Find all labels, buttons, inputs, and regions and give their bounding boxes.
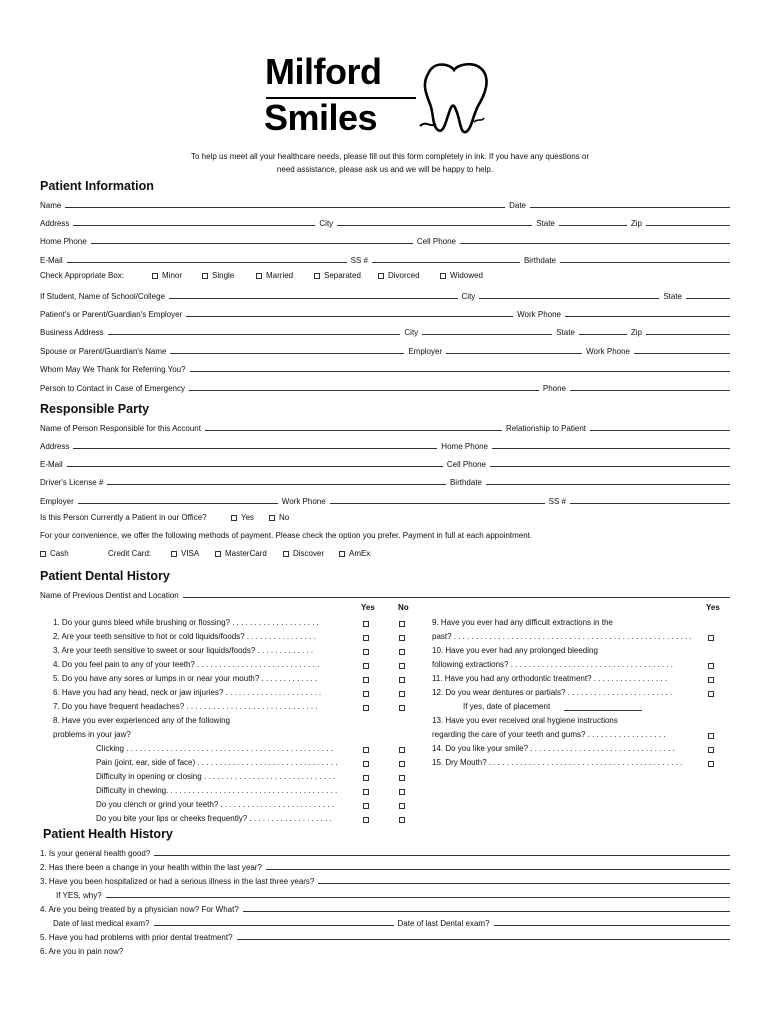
section-title-health-history: Patient Health History xyxy=(43,827,173,841)
row-student xyxy=(40,289,734,301)
dental-q8: 8. Have you ever experienced any of the following xyxy=(53,716,230,725)
license-label: Driver's License # xyxy=(40,478,104,487)
bite-yes-checkbox[interactable] xyxy=(363,817,369,823)
checkbox-icon xyxy=(269,515,275,521)
cell-phone-field[interactable] xyxy=(460,243,730,244)
checkbox-icon xyxy=(152,273,158,279)
responsible-birthdate-label: Birthdate xyxy=(449,478,482,487)
pain-no-checkbox[interactable] xyxy=(399,761,405,767)
checkbox-icon xyxy=(283,551,289,557)
q4-yes-checkbox[interactable] xyxy=(363,663,369,669)
dental-q12-placement: If yes, date of placement xyxy=(463,702,551,711)
dental-sub-bite: Do you bite your lips or cheeks frequently? . . . . . . . . . . . . . . . . . . . xyxy=(96,814,332,823)
status-divorced-label: Divorced xyxy=(388,271,420,280)
dental-q15: 15. Dry Mouth? . . . . . . . . . . . . . . . . . . . . . . . . . . . . . . . . . . . . . . . . . . . . xyxy=(432,758,683,767)
intro-line-2: need assistance, please ask us and we will be happy to help. xyxy=(276,165,494,174)
business-city-field[interactable] xyxy=(422,334,552,335)
zip-label: Zip xyxy=(630,219,642,228)
health-q4-field[interactable] xyxy=(243,911,730,912)
employer-label: Patient's or Parent/Guardian's Employer xyxy=(40,310,183,319)
responsible-email-label: E-Mail xyxy=(40,460,63,469)
health-q5-label: 5. Have you had problems with prior dental treatment? xyxy=(40,933,233,942)
row-spouse xyxy=(40,344,734,356)
payment-amex[interactable] xyxy=(339,549,370,558)
dental-q14: 14. Do you like your smile? . . . . . . . . . . . . . . . . . . . . . . . . . . . . . . . . . xyxy=(432,744,675,753)
dental-q4: 4. Do you feel pain to any of your teeth? . . . . . . . . . . . . . . . . . . . . . . . . . . . . xyxy=(53,660,320,669)
row-prev-dentist xyxy=(40,588,734,600)
dental-q1: 1. Do your gums bleed while brushing or flossing? . . . . . . . . . . . . . . . . . . . . xyxy=(53,618,319,627)
current-patient-yes-label: Yes xyxy=(241,513,255,522)
checkbox-icon xyxy=(171,551,177,557)
dental-q8-cont: problems in your jaw? xyxy=(53,730,131,739)
q3-no-checkbox[interactable] xyxy=(399,649,405,655)
payment-discover-label: Discover xyxy=(293,549,325,558)
row-responsible-address xyxy=(40,439,734,451)
responsible-ss-label: SS # xyxy=(548,497,566,506)
row-email xyxy=(40,253,734,265)
q4-no-checkbox[interactable] xyxy=(399,663,405,669)
relationship-field[interactable] xyxy=(590,430,730,431)
chewing-yes-checkbox[interactable] xyxy=(363,789,369,795)
status-single-label: Single xyxy=(212,271,235,280)
q6-no-checkbox[interactable] xyxy=(399,691,405,697)
checkbox-icon xyxy=(440,273,446,279)
spouse-employer-label: Employer xyxy=(408,347,443,356)
responsible-work-phone-field[interactable] xyxy=(330,503,545,504)
state-field[interactable] xyxy=(559,225,627,226)
checkbox-icon xyxy=(339,551,345,557)
student-label: If Student, Name of School/College xyxy=(40,292,165,301)
relationship-label: Relationship to Patient xyxy=(505,424,586,433)
home-phone-label: Home Phone xyxy=(40,237,87,246)
dental-sub-chewing: Difficulty in chewing. . . . . . . . . . . . . . . . . . . . . . . . . . . . . . . . . . . . . . . xyxy=(96,786,338,795)
row-responsible-employer xyxy=(40,494,734,506)
responsible-birthdate-field[interactable] xyxy=(486,484,730,485)
checkbox-icon xyxy=(256,273,262,279)
q7-no-checkbox[interactable] xyxy=(399,705,405,711)
section-title-dental-history: Patient Dental History xyxy=(40,569,170,583)
dental-yes-header: Yes xyxy=(361,603,375,612)
student-city-label: City xyxy=(461,292,476,301)
row-health-q4b xyxy=(53,916,734,928)
referral-field[interactable] xyxy=(190,371,730,372)
q10-yes-checkbox[interactable] xyxy=(708,663,714,669)
row-emergency xyxy=(40,381,734,393)
current-patient-no[interactable] xyxy=(269,513,289,522)
status-separated[interactable] xyxy=(314,271,361,280)
spouse-work-phone-label: Work Phone xyxy=(586,347,630,356)
birthdate-field[interactable] xyxy=(560,262,730,263)
bite-no-checkbox[interactable] xyxy=(399,817,405,823)
name-field[interactable] xyxy=(65,207,505,208)
responsible-name-field[interactable] xyxy=(205,430,502,431)
current-patient-question: Is this Person Currently a Patient in our Office? xyxy=(40,513,207,522)
payment-cash-label: Cash xyxy=(50,549,69,558)
responsible-cell-phone-label: Cell Phone xyxy=(446,460,486,469)
opening-yes-checkbox[interactable] xyxy=(363,775,369,781)
q1-yes-checkbox[interactable] xyxy=(363,621,369,627)
tooth-logo-icon xyxy=(414,56,494,136)
responsible-address-label: Address xyxy=(40,442,70,451)
business-city-label: City xyxy=(404,328,419,337)
checkbox-icon xyxy=(202,273,208,279)
health-q1-field[interactable] xyxy=(154,855,730,856)
dental-q10: 10. Have you ever had any prolonged bleeding xyxy=(432,646,598,655)
dental-sub-pain: Pain (joint, ear, side of face) . . . . . . . . . . . . . . . . . . . . . . . . . . . . . . . . xyxy=(96,758,338,767)
dental-q9: 9. Have you ever had any difficult extractions in the xyxy=(432,618,613,627)
emergency-label: Person to Contact in Case of Emergency xyxy=(40,384,185,393)
employer-field[interactable] xyxy=(186,316,513,317)
checkbox-icon xyxy=(40,551,46,557)
dental-q12: 12. Do you wear dentures or partials? . . . . . . . . . . . . . . . . . . . . . . . . xyxy=(432,688,673,697)
emergency-phone-field[interactable] xyxy=(570,390,730,391)
ss-field[interactable] xyxy=(372,262,520,263)
row-health-q6 xyxy=(40,944,734,956)
prev-dentist-label: Name of Previous Dentist and Location xyxy=(40,591,179,600)
payment-cash[interactable] xyxy=(40,549,69,558)
spouse-label: Spouse or Parent/Guardian's Name xyxy=(40,347,167,356)
row-responsible-email xyxy=(40,457,734,469)
payment-mastercard[interactable] xyxy=(215,549,267,558)
payment-mastercard-label: MasterCard xyxy=(225,549,267,558)
health-q3b-field[interactable] xyxy=(106,897,730,898)
intro-line-1: To help us meet all your healthcare needs, please fill out this form completely in ink. If you have any questions or xyxy=(191,152,589,161)
responsible-employer-field[interactable] xyxy=(78,503,278,504)
responsible-address-field[interactable] xyxy=(73,448,437,449)
health-q6-label: 6. Are you in pain now? xyxy=(40,947,124,956)
spouse-field[interactable] xyxy=(170,353,404,354)
status-minor-label: Minor xyxy=(162,271,183,280)
row-license xyxy=(40,475,734,487)
status-minor[interactable] xyxy=(152,271,182,280)
q11-yes-checkbox[interactable] xyxy=(708,677,714,683)
clicking-no-checkbox[interactable] xyxy=(399,747,405,753)
status-separated-label: Separated xyxy=(324,271,361,280)
spouse-employer-field[interactable] xyxy=(446,353,582,354)
dental-q6: 6. Have you had any head, neck or jaw injuries? . . . . . . . . . . . . . . . . . . . . . . xyxy=(53,688,322,697)
current-patient-no-label: No xyxy=(279,513,290,522)
current-patient-yes[interactable] xyxy=(231,513,254,522)
q14-yes-checkbox[interactable] xyxy=(708,747,714,753)
checkbox-icon xyxy=(215,551,221,557)
responsible-email-field[interactable] xyxy=(67,466,443,467)
responsible-home-phone-field[interactable] xyxy=(492,448,730,449)
status-single[interactable] xyxy=(202,271,234,280)
responsible-name-label: Name of Person Responsible for this Account xyxy=(40,424,201,433)
section-title-responsible-party: Responsible Party xyxy=(40,402,150,416)
responsible-ss-field[interactable] xyxy=(570,503,730,504)
health-q4b-label: Date of last medical exam? xyxy=(53,919,150,928)
business-zip-field[interactable] xyxy=(646,334,730,335)
address-field[interactable] xyxy=(73,225,315,226)
status-widowed[interactable] xyxy=(440,271,483,280)
checkbox-icon xyxy=(314,273,320,279)
q6-yes-checkbox[interactable] xyxy=(363,691,369,697)
business-address-field[interactable] xyxy=(108,334,401,335)
q13-yes-checkbox[interactable] xyxy=(708,733,714,739)
dental-q11: 11. Have you had any orthodontic treatment? . . . . . . . . . . . . . . . . . xyxy=(432,674,668,683)
dental-no-header: No xyxy=(398,603,409,612)
checkbox-icon xyxy=(231,515,237,521)
status-married[interactable] xyxy=(256,271,293,280)
dental-q7: 7. Do you have frequent headaches? . . . . . . . . . . . . . . . . . . . . . . . . . . . . . . xyxy=(53,702,318,711)
health-q3b-label: If YES, why? xyxy=(56,891,102,900)
health-q4c-label: Date of last Dental exam? xyxy=(397,919,490,928)
placement-date-field[interactable] xyxy=(564,710,642,711)
chewing-no-checkbox[interactable] xyxy=(399,789,405,795)
q7-yes-checkbox[interactable] xyxy=(363,705,369,711)
payment-visa[interactable] xyxy=(171,549,199,558)
dental-yes-header-right: Yes xyxy=(706,603,720,612)
dental-q13-cont: regarding the care of your teeth and gums? . . . . . . . . . . . . . . . . . . xyxy=(432,730,666,739)
dental-q3: 3. Are your teeth sensitive to sweet or sour liquids/foods? . . . . . . . . . . . . . xyxy=(53,646,314,655)
health-q4c-field[interactable] xyxy=(494,925,730,926)
address-label: Address xyxy=(40,219,70,228)
email-label: E-Mail xyxy=(40,256,63,265)
date-field[interactable] xyxy=(530,207,730,208)
row-phone xyxy=(40,234,734,246)
work-phone-field[interactable] xyxy=(565,316,730,317)
q5-no-checkbox[interactable] xyxy=(399,677,405,683)
spouse-work-phone-field[interactable] xyxy=(634,353,730,354)
dental-sub-clench: Do you clench or grind your teeth? . . . . . . . . . . . . . . . . . . . . . . . . . . xyxy=(96,800,334,809)
work-phone-label: Work Phone xyxy=(517,310,561,319)
cell-phone-label: Cell Phone xyxy=(416,237,456,246)
emergency-field[interactable] xyxy=(189,390,539,391)
health-q2-label: 2. Has there been a change in your health within the last year? xyxy=(40,863,262,872)
dental-q2: 2. Are your teeth sensitive to hot or cold liquids/foods? . . . . . . . . . . . . . . . . xyxy=(53,632,316,641)
ss-label: SS # xyxy=(350,256,368,265)
dental-q9-cont: past? . . . . . . . . . . . . . . . . . . . . . . . . . . . . . . . . . . . . . . . . . . . . . . . . . . . . . . xyxy=(432,632,692,641)
city-field[interactable] xyxy=(337,225,532,226)
row-name xyxy=(40,198,734,210)
row-health-q5 xyxy=(40,930,734,942)
row-health-q1 xyxy=(40,846,734,858)
dental-sub-opening: Difficulty in opening or closing . . . . . . . . . . . . . . . . . . . . . . . . . . . . . . xyxy=(96,772,336,781)
name-label: Name xyxy=(40,201,62,210)
q2-no-checkbox[interactable] xyxy=(399,635,405,641)
row-employer xyxy=(40,307,734,319)
responsible-employer-label: Employer xyxy=(40,497,74,506)
row-business-address xyxy=(40,325,734,337)
q3-yes-checkbox[interactable] xyxy=(363,649,369,655)
health-q1-label: 1. Is your general health good? xyxy=(40,849,151,858)
student-field[interactable] xyxy=(169,298,458,299)
dental-sub-clicking: Clicking . . . . . . . . . . . . . . . . . . . . . . . . . . . . . . . . . . . . . . . . . . . . . . . xyxy=(96,744,333,753)
responsible-work-phone-label: Work Phone xyxy=(281,497,326,506)
clicking-yes-checkbox[interactable] xyxy=(363,747,369,753)
logo-line-2: Smiles xyxy=(264,97,378,138)
status-divorced[interactable] xyxy=(378,271,420,280)
payment-discover[interactable] xyxy=(283,549,324,558)
pain-yes-checkbox[interactable] xyxy=(363,761,369,767)
health-q2-field[interactable] xyxy=(266,869,730,870)
responsible-cell-phone-field[interactable] xyxy=(490,466,730,467)
dental-q5: 5. Do you have any sores or lumps in or near your mouth? . . . . . . . . . . . . . xyxy=(53,674,318,683)
row-address xyxy=(40,216,734,228)
opening-no-checkbox[interactable] xyxy=(399,775,405,781)
credit-card-label: Credit Card: xyxy=(108,549,152,558)
business-zip-label: Zip xyxy=(630,328,642,337)
health-q3-label: 3. Have you been hospitalized or had a serious illness in the last three years? xyxy=(40,877,315,886)
q2-yes-checkbox[interactable] xyxy=(363,635,369,641)
q1-no-checkbox[interactable] xyxy=(399,621,405,627)
student-state-field[interactable] xyxy=(686,298,730,299)
birthdate-label: Birthdate xyxy=(523,256,556,265)
health-q4-label: 4. Are you being treated by a physician now? For What? xyxy=(40,905,239,914)
payment-amex-label: AmEx xyxy=(349,549,371,558)
email-field[interactable] xyxy=(67,262,347,263)
row-health-q4 xyxy=(40,902,734,914)
clench-yes-checkbox[interactable] xyxy=(363,803,369,809)
row-health-q3b xyxy=(56,888,734,900)
dental-q13: 13. Have you ever received oral hygiene instructions xyxy=(432,716,618,725)
clench-no-checkbox[interactable] xyxy=(399,803,405,809)
health-q3-field[interactable] xyxy=(318,883,730,884)
status-married-label: Married xyxy=(266,271,294,280)
dental-q10-cont: following extractions? . . . . . . . . . . . . . . . . . . . . . . . . . . . . . . . . . . . . . xyxy=(432,660,673,669)
home-phone-field[interactable] xyxy=(91,243,413,244)
status-widowed-label: Widowed xyxy=(450,271,483,280)
responsible-home-phone-label: Home Phone xyxy=(441,442,488,451)
student-state-label: State xyxy=(663,292,682,301)
health-q5-field[interactable] xyxy=(237,939,730,940)
q5-yes-checkbox[interactable] xyxy=(363,677,369,683)
logo-line-1: Milford xyxy=(265,51,382,92)
date-label: Date xyxy=(509,201,526,210)
check-box-label: Check Appropriate Box: xyxy=(40,271,125,280)
prev-dentist-field[interactable] xyxy=(183,597,730,598)
license-field[interactable] xyxy=(107,484,446,485)
referral-label: Whom May We Thank for Referring You? xyxy=(40,365,186,374)
business-state-label: State xyxy=(556,328,575,337)
city-label: City xyxy=(319,219,334,228)
row-health-q3 xyxy=(40,874,734,886)
checkbox-icon xyxy=(378,273,384,279)
zip-field[interactable] xyxy=(646,225,730,226)
health-q4b-field[interactable] xyxy=(154,925,394,926)
q9-yes-checkbox[interactable] xyxy=(708,635,714,641)
business-state-field[interactable] xyxy=(579,334,627,335)
logo-underline xyxy=(266,97,416,99)
q15-yes-checkbox[interactable] xyxy=(708,761,714,767)
business-address-label: Business Address xyxy=(40,328,104,337)
student-city-field[interactable] xyxy=(479,298,659,299)
q12-yes-checkbox[interactable] xyxy=(708,691,714,697)
payment-note: For your convenience, we offer the following methods of payment. Please check the option you prefer. Payment in full at each appointment. xyxy=(40,531,533,540)
row-health-q2 xyxy=(40,860,734,872)
emergency-phone-label: Phone xyxy=(542,384,566,393)
row-referral xyxy=(40,362,734,374)
row-responsible-name xyxy=(40,421,734,433)
payment-visa-label: VISA xyxy=(181,549,200,558)
section-title-patient-info: Patient Information xyxy=(40,179,154,193)
state-label: State xyxy=(536,219,555,228)
